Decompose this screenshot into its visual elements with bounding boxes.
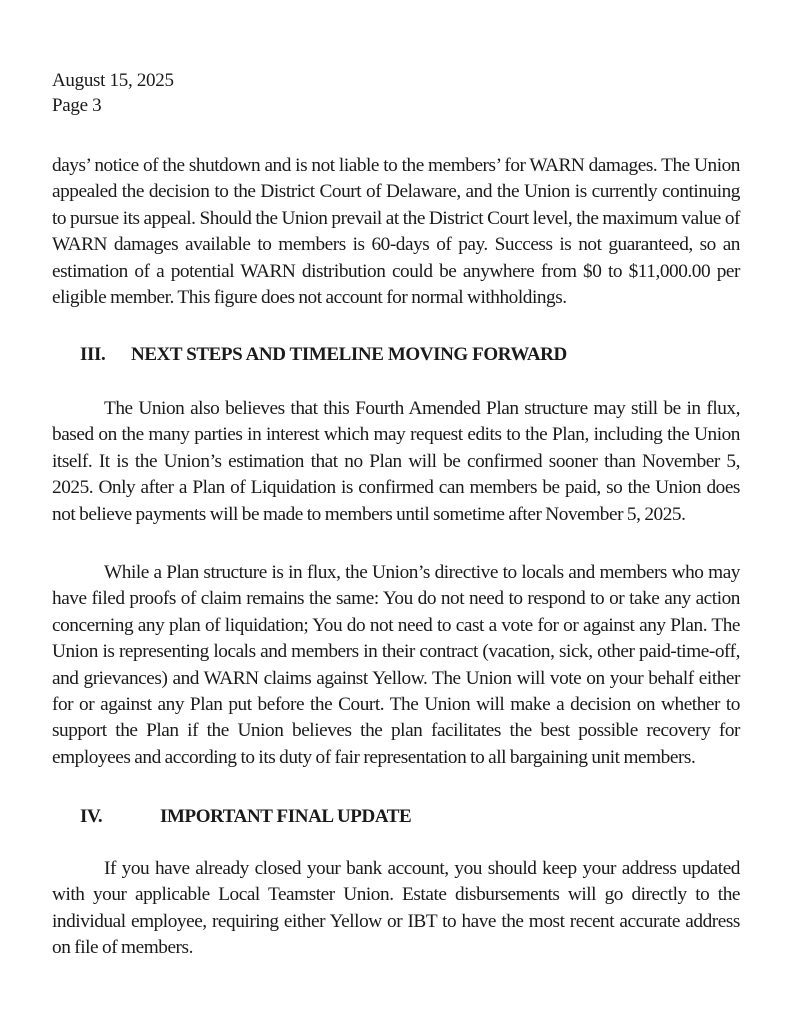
warn-damages-paragraph: days’ notice of the shutdown and is not liable to the members’ for WARN damages. The Union appealed the decision to the District Court of Delaware, and the Union is currently continuing to pursue its appeal. Should the Union prevail at the District Court level, the maximum value of WARN damages available to members is 60-days of pay. Success is not guaranteed, so an estimation of a potential WARN distribution could be anywhere from $0 to $11,000.00 per eligible member. This figure does not account for normal withholdings. xyxy=(52,155,740,309)
letter-date: August 15, 2025 xyxy=(52,70,174,91)
page-header xyxy=(52,68,174,118)
union-directive-paragraph: While a Plan structure is in flux, the Union’s directive to locals and members who may have filed proofs of claim remains the same: You do not need to respond to or take any action concerning any plan of liquidation; You do not need to cast a vote for or against any Plan. The Union is representing locals and members in their contract (vacation, sick, other paid-time-off, and grievances) and WARN claims against Yellow. The Union will vote on your behalf either for or against any Plan put before the Court. The Union will make a decision on whether to support the Plan if the Union believes the plan facilitates the best possible recovery for employees and according to its duty of fair representation to all bargaining unit members. xyxy=(52,562,740,768)
plan-flux-paragraph: The Union also believes that this Fourth Amended Plan structure may still be in flux, based on the many parties in interest which may request edits to the Plan, including the Union itself. It is the Union’s estimation that no Plan will be confirmed sooner than November 5, 2025. Only after a Plan of Liquidation is confirmed can members be paid, so the Union does not believe payments will be made to members until sometime after November 5, 2025. xyxy=(52,398,740,525)
section-number: IV. xyxy=(80,806,103,827)
section-title: NEXT STEPS AND TIMELINE MOVING FORWARD xyxy=(131,344,567,365)
section-number: III. xyxy=(80,344,106,365)
address-update-paragraph: If you have already closed your bank account, you should keep your address updated with your applicable Local Teamster Union. Estate disbursements will go directly to the individual employee, requiring either Yellow or IBT to have the most recent accurate address on file of members. xyxy=(52,858,740,959)
page-number: Page 3 xyxy=(52,95,102,116)
section-heading-next-steps xyxy=(80,344,567,366)
section-title: IMPORTANT FINAL UPDATE xyxy=(160,806,412,827)
section-heading-final-update xyxy=(80,806,411,828)
